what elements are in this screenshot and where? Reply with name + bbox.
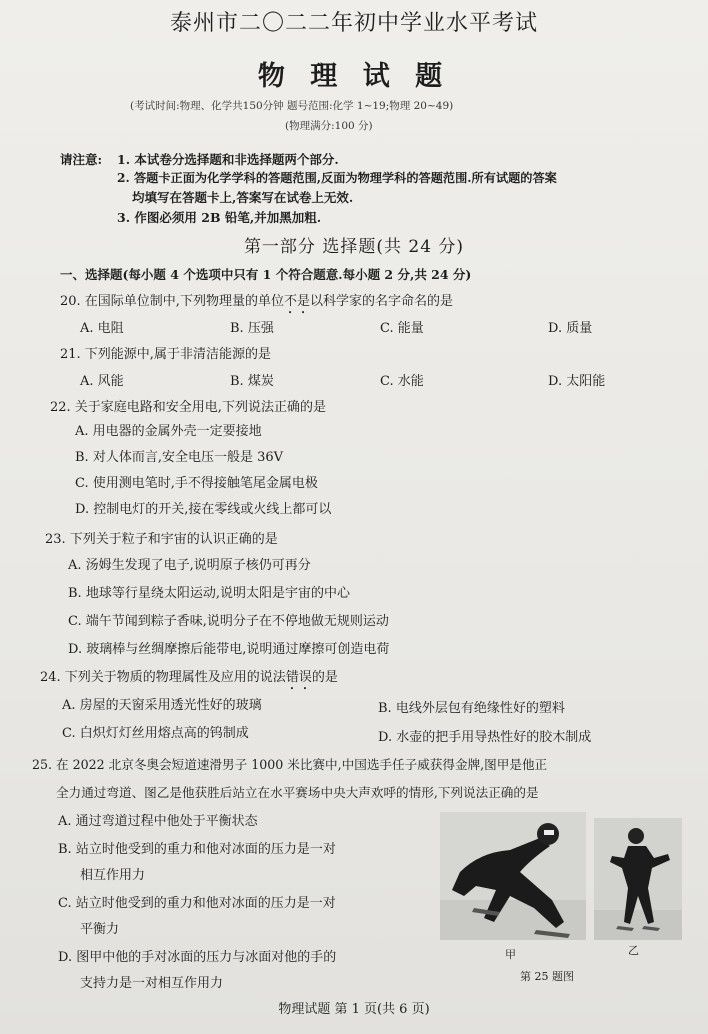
skater-cornering-icon xyxy=(440,812,586,940)
question-21: 21. 下列能源中,属于非清洁能源的是 xyxy=(60,347,271,362)
q25-option-c-cont: 平衡力 xyxy=(80,922,120,937)
q20-option-c: C. 能量 xyxy=(380,321,424,336)
q20-option-d: D. 质量 xyxy=(548,321,593,336)
figure-caption: 第 25 题图 xyxy=(520,970,574,983)
q25-option-a: A. 通过弯道过程中他处于平衡状态 xyxy=(58,814,258,829)
skater-cheering-photo xyxy=(594,818,682,940)
q25-option-b-cont: 相互作用力 xyxy=(80,868,146,883)
photo-a-label: 甲 xyxy=(505,948,516,961)
q24-option-a: A. 房屋的天窗采用透光性好的玻璃 xyxy=(62,698,262,713)
notice-item-2-cont: 均填写在答题卡上,答案写在试卷上无效. xyxy=(132,190,354,205)
section-heading: 一、选择题(每小题 4 个选项中只有 1 个符合题意.每小题 2 分,共 24 分) xyxy=(60,267,472,282)
q25-option-c: C. 站立时他受到的重力和他对冰面的压力是一对 xyxy=(58,896,336,911)
full-score: (物理满分:100 分) xyxy=(285,120,373,132)
q21-option-a: A. 风能 xyxy=(80,374,124,389)
q24-stem-before: 24. 下列关于物质的物理属性及应用的说法 xyxy=(40,670,286,685)
q22-option-d: D. 控制电灯的开关,接在零线或火线上都可以 xyxy=(75,502,332,517)
question-22: 22. 关于家庭电路和安全用电,下列说法正确的是 xyxy=(50,400,326,415)
notice-item-3: 3. 作图必须用 2B 铅笔,并加黑加粗. xyxy=(117,210,322,225)
question-23: 23. 下列关于粒子和宇宙的认识正确的是 xyxy=(45,532,278,547)
part-one-title: 第一部分 选择题(共 24 分) xyxy=(243,237,465,257)
exam-title: 泰州市二〇二二年初中学业水平考试 xyxy=(169,11,538,36)
q25-option-d-cont: 支持力是一对相互作用力 xyxy=(80,976,224,991)
skater-cheering-icon xyxy=(594,818,682,940)
subject-title: 物 理 试 题 xyxy=(257,61,451,92)
question-25-line-2: 全力通过弯道、图乙是他获胜后站立在水平赛场中央大声欢呼的情形,下列说法正确的是 xyxy=(56,785,539,800)
q20-stem-emphasis: 不是 xyxy=(283,294,310,309)
q24-option-c: C. 白炽灯灯丝用熔点高的钨制成 xyxy=(62,726,249,741)
question-20 xyxy=(60,290,453,317)
q20-option-a: A. 电阻 xyxy=(80,321,124,336)
q24-option-b: B. 电线外层包有绝缘性好的塑料 xyxy=(378,701,565,716)
q21-option-c: C. 水能 xyxy=(380,374,424,389)
q24-stem-after: 的是 xyxy=(311,670,338,685)
q22-option-b: B. 对人体而言,安全电压一般是 36V xyxy=(75,450,284,465)
q20-option-b: B. 压强 xyxy=(230,321,274,336)
q24-option-d: D. 水壶的把手用导热性好的胶木制成 xyxy=(378,730,592,745)
q23-option-a: A. 汤姆生发现了电子,说明原子核仍可再分 xyxy=(68,558,311,573)
q20-stem-after: 以科学家的名字命名的是 xyxy=(309,294,453,309)
page-footer: 物理试题 第 1 页(共 6 页) xyxy=(278,1002,430,1017)
q24-stem-emphasis: 错误 xyxy=(285,670,312,685)
q23-option-b: B. 地球等行星绕太阳运动,说明太阳是宇宙的中心 xyxy=(68,586,350,601)
exam-info: (考试时间:物理、化学共150分钟 题号范围:化学 1~19;物理 20~49) xyxy=(130,100,454,112)
q22-option-c: C. 使用测电笔时,手不得接触笔尾金属电极 xyxy=(75,476,318,491)
q25-option-d: D. 图甲中他的手对冰面的压力与冰面对他的手的 xyxy=(58,950,337,965)
skater-cornering-photo xyxy=(440,812,586,940)
question-25-line-1: 25. 在 2022 北京冬奥会短道速滑男子 1000 米比赛中,中国选手任子威获得金牌,图甲是他正 xyxy=(32,757,548,772)
q21-option-b: B. 煤炭 xyxy=(230,374,274,389)
q23-option-d: D. 玻璃棒与丝绸摩擦后能带电,说明通过摩擦可创造电荷 xyxy=(68,642,390,657)
notice-label: 请注意: xyxy=(60,152,103,167)
q25-option-b: B. 站立时他受到的重力和他对冰面的压力是一对 xyxy=(58,842,336,857)
notice-item-2: 2. 答题卡正面为化学学科的答题范围,反面为物理学科的答题范围.所有试题的答案 xyxy=(117,171,557,185)
q22-option-a: A. 用电器的金属外壳一定要接地 xyxy=(75,424,262,439)
q23-option-c: C. 端午节闻到粽子香味,说明分子在不停地做无规则运动 xyxy=(68,614,389,629)
q20-stem-before: 20. 在国际单位制中,下列物理量的单位 xyxy=(60,294,284,309)
photo-b-label: 乙 xyxy=(628,944,639,957)
question-24 xyxy=(40,666,338,693)
q21-option-d: D. 太阳能 xyxy=(548,374,606,389)
notice-item-1: 1. 本试卷分选择题和非选择题两个部分. xyxy=(117,152,339,167)
